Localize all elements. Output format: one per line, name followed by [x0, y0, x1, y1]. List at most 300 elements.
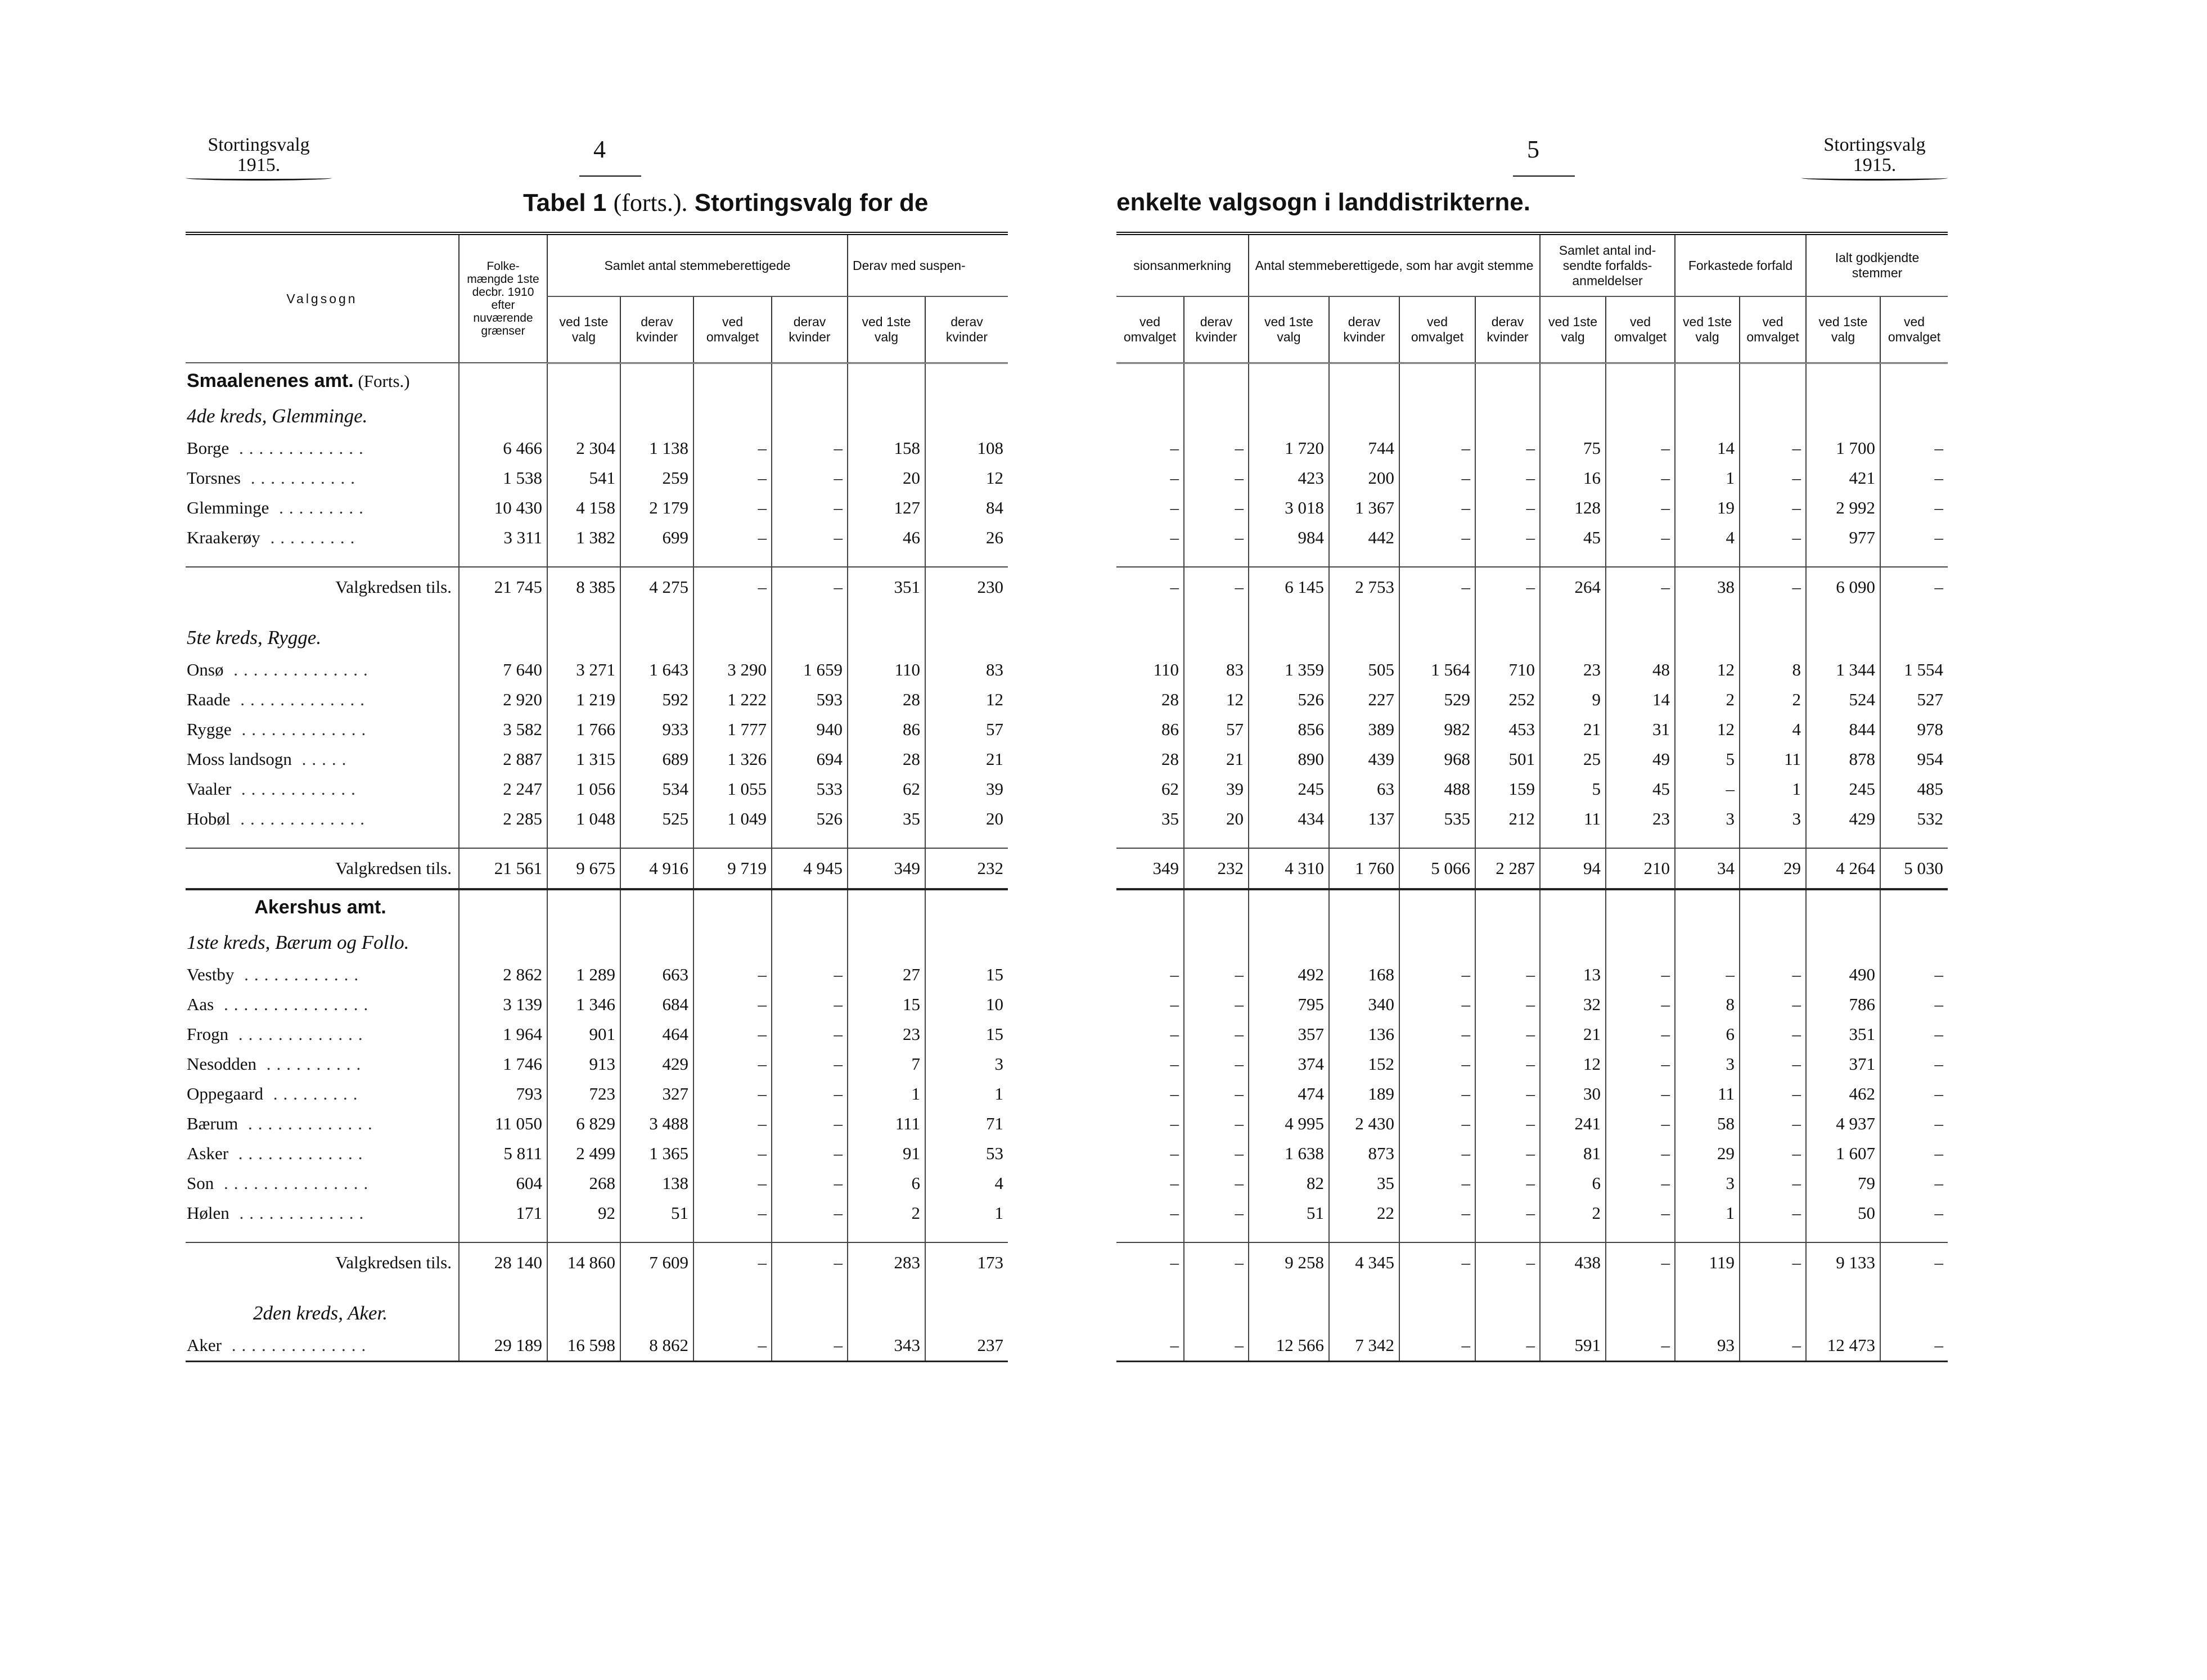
- data-cell: 1 367: [1329, 493, 1399, 523]
- row-label-text: Frogn: [187, 1024, 229, 1044]
- spacer-cell: [1184, 607, 1249, 620]
- data-cell: [1606, 925, 1675, 960]
- data-cell: 2 287: [1475, 848, 1540, 889]
- data-cell: [547, 889, 620, 925]
- title-forts: (forts.).: [613, 189, 688, 217]
- data-cell: [1249, 889, 1329, 925]
- spacer-cell: [547, 1228, 620, 1242]
- data-cell: [925, 889, 1008, 925]
- data-cell: 9 133: [1806, 1242, 1880, 1282]
- data-cell: 878: [1806, 745, 1880, 774]
- data-cell: 15: [848, 990, 925, 1020]
- data-cell: [1540, 399, 1606, 434]
- data-cell: –: [1740, 493, 1806, 523]
- data-cell: 5 066: [1399, 848, 1475, 889]
- data-cell: 1 638: [1249, 1139, 1329, 1169]
- data-cell: 45: [1540, 523, 1606, 553]
- spacer-cell: [1675, 607, 1740, 620]
- leader-dots: ..............: [221, 1335, 372, 1355]
- data-cell: –: [1184, 1169, 1249, 1199]
- data-cell: 92: [547, 1199, 620, 1228]
- data-cell: 371: [1806, 1050, 1880, 1079]
- data-cell: [459, 620, 547, 655]
- data-cell: 57: [925, 715, 1008, 745]
- data-cell: 6: [1675, 1020, 1740, 1050]
- data-cell: 34: [1675, 848, 1740, 889]
- data-cell: –: [1184, 463, 1249, 493]
- data-cell: [1675, 889, 1740, 925]
- data-cell: [1880, 1296, 1948, 1331]
- data-cell: [1675, 620, 1740, 655]
- data-cell: 159: [1475, 774, 1540, 804]
- data-cell: 2: [848, 1199, 925, 1228]
- data-cell: [1475, 889, 1540, 925]
- spacer-cell: [1606, 834, 1675, 848]
- spacer-cell: [1806, 607, 1880, 620]
- header-suspen-ved-1ste-valg: ved 1ste valg: [848, 296, 925, 363]
- data-cell: 171: [459, 1199, 547, 1228]
- data-cell: –: [693, 1242, 772, 1282]
- data-cell: 138: [620, 1169, 693, 1199]
- data-cell: –: [1170, 1084, 1179, 1104]
- data-cell: –: [772, 1169, 848, 1199]
- data-cell: [1249, 620, 1329, 655]
- data-cell: –: [1399, 434, 1475, 463]
- data-cell: –: [1399, 1331, 1475, 1362]
- leader-dots: ...............: [214, 1173, 374, 1193]
- data-cell: [1806, 399, 1880, 434]
- data-cell: 1: [1675, 463, 1740, 493]
- data-cell: –: [693, 493, 772, 523]
- right-table: [1116, 232, 1948, 1362]
- leader-dots: .............: [229, 438, 369, 458]
- data-cell: 111: [848, 1109, 925, 1139]
- table-row: [186, 434, 1008, 463]
- data-cell: 5: [1540, 774, 1606, 804]
- spacer-cell: [620, 607, 693, 620]
- data-cell: 1 315: [547, 745, 620, 774]
- data-cell: [1329, 925, 1399, 960]
- data-cell: [620, 925, 693, 960]
- header-r-avgit-kvinder: derav kvinder: [1329, 296, 1399, 363]
- data-cell: 20: [848, 463, 925, 493]
- table-row: [1116, 463, 1948, 493]
- data-cell: 1 760: [1329, 848, 1399, 889]
- data-cell: 11: [1675, 1079, 1740, 1109]
- data-cell: 3 488: [620, 1109, 693, 1139]
- data-cell: 901: [547, 1020, 620, 1050]
- data-cell: 8 385: [547, 567, 620, 607]
- data-cell: [459, 889, 547, 925]
- right-table-body: [1116, 363, 1948, 1361]
- table-row: [186, 1050, 1008, 1079]
- spacer-cell: [848, 1282, 925, 1296]
- row-label-text: Nesodden: [187, 1054, 256, 1074]
- data-cell: –: [1880, 1242, 1948, 1282]
- data-cell: –: [1116, 1242, 1184, 1282]
- data-cell: –: [1399, 960, 1475, 990]
- row-label: [186, 1296, 459, 1331]
- data-cell: 28: [848, 685, 925, 715]
- data-cell: 3: [1675, 804, 1740, 834]
- data-cell: 21 561: [459, 848, 547, 889]
- data-cell: 1 554: [1880, 655, 1948, 685]
- data-cell: 237: [925, 1331, 1008, 1362]
- data-cell: [459, 399, 547, 434]
- spacer-cell: [1249, 834, 1329, 848]
- data-cell: –: [1606, 567, 1675, 607]
- data-cell: [1606, 620, 1675, 655]
- data-cell: [1399, 889, 1475, 925]
- row-label: [186, 804, 459, 834]
- data-cell: 119: [1675, 1242, 1740, 1282]
- data-cell: 793: [459, 1079, 547, 1109]
- data-cell: –: [1606, 1199, 1675, 1228]
- table-row: [1116, 434, 1948, 463]
- data-cell: 4 264: [1806, 848, 1880, 889]
- data-cell: 12: [1540, 1050, 1606, 1079]
- data-cell: –: [693, 1139, 772, 1169]
- data-cell: 62: [1161, 779, 1179, 799]
- data-cell: 62: [848, 774, 925, 804]
- data-cell: –: [1606, 1169, 1675, 1199]
- spacer-cell: [925, 553, 1008, 567]
- data-cell: –: [1399, 1050, 1475, 1079]
- spacer-cell: [547, 553, 620, 567]
- data-cell: 21 745: [459, 567, 547, 607]
- data-cell: [1249, 399, 1329, 434]
- row-label: [186, 1242, 459, 1282]
- data-cell: –: [1606, 1050, 1675, 1079]
- running-head-line-1: Stortingsvalg: [208, 134, 310, 155]
- data-cell: 1 344: [1806, 655, 1880, 685]
- row-label: [186, 1020, 459, 1050]
- data-cell: [1806, 363, 1880, 399]
- data-cell: 39: [1184, 774, 1249, 804]
- row-label: [186, 685, 459, 715]
- data-cell: 1: [848, 1079, 925, 1109]
- left-table: [186, 232, 1008, 1362]
- data-cell: –: [1606, 990, 1675, 1020]
- data-cell: 7 640: [459, 655, 547, 685]
- data-cell: 94: [1540, 848, 1606, 889]
- data-cell: 526: [1249, 685, 1329, 715]
- data-cell: [1806, 1296, 1880, 1331]
- data-cell: [1184, 363, 1249, 399]
- data-cell: –: [1740, 1050, 1806, 1079]
- data-cell: –: [1184, 1020, 1249, 1050]
- spacer-cell: [1675, 834, 1740, 848]
- data-cell: 45: [1606, 774, 1675, 804]
- row-label-text: 4de kreds, Glemminge.: [187, 404, 368, 427]
- data-cell: 19: [1675, 493, 1740, 523]
- data-cell: 4 937: [1806, 1109, 1880, 1139]
- data-cell: 51: [1249, 1199, 1329, 1228]
- row-label-text: Moss landsogn: [187, 749, 292, 769]
- data-cell: 6 145: [1249, 567, 1329, 607]
- data-cell: 533: [772, 774, 848, 804]
- data-cell: –: [1116, 1331, 1184, 1362]
- data-cell: –: [1606, 523, 1675, 553]
- data-cell: –: [772, 567, 848, 607]
- data-cell: [848, 889, 925, 925]
- data-cell: –: [1740, 1139, 1806, 1169]
- data-cell: 3: [1740, 804, 1806, 834]
- table-row: [1116, 399, 1948, 434]
- data-cell: 429: [1806, 804, 1880, 834]
- data-cell: 2 753: [1329, 567, 1399, 607]
- data-cell: –: [1475, 1050, 1540, 1079]
- data-cell: 15: [925, 960, 1008, 990]
- data-cell: –: [693, 1079, 772, 1109]
- data-cell: –: [693, 1050, 772, 1079]
- data-cell: 212: [1475, 804, 1540, 834]
- data-cell: 1 564: [1399, 655, 1475, 685]
- data-cell: 1 219: [547, 685, 620, 715]
- data-cell: 48: [1606, 655, 1675, 685]
- data-cell: –: [1740, 960, 1806, 990]
- spacer-cell: [459, 834, 547, 848]
- data-cell: 4 310: [1249, 848, 1329, 889]
- data-cell: 2 247: [459, 774, 547, 804]
- data-cell: –: [1475, 1020, 1540, 1050]
- data-cell: –: [1880, 1050, 1948, 1079]
- spacer-cell: [1399, 553, 1475, 567]
- spacer-cell: [1475, 834, 1540, 848]
- data-cell: 2 992: [1806, 493, 1880, 523]
- data-cell: –: [1475, 1242, 1540, 1282]
- data-cell: –: [1475, 960, 1540, 990]
- table-row: [186, 567, 1008, 607]
- data-cell: –: [1606, 1242, 1675, 1282]
- data-cell: 268: [547, 1169, 620, 1199]
- header-r-avgit-1ste: ved 1ste valg: [1249, 296, 1329, 363]
- data-cell: 50: [1806, 1199, 1880, 1228]
- data-cell: [1540, 1296, 1606, 1331]
- data-cell: [1399, 1296, 1475, 1331]
- data-cell: [1116, 363, 1184, 399]
- data-cell: 82: [1249, 1169, 1329, 1199]
- data-cell: [1329, 889, 1399, 925]
- data-cell: [1806, 889, 1880, 925]
- data-cell: 485: [1880, 774, 1948, 804]
- data-cell: 9 675: [547, 848, 620, 889]
- row-label-text: Asker: [187, 1143, 229, 1163]
- data-cell: [1606, 363, 1675, 399]
- table-row: [186, 774, 1008, 804]
- data-cell: 245: [1806, 774, 1880, 804]
- data-cell: –: [1606, 1109, 1675, 1139]
- table-row: [1116, 1296, 1948, 1331]
- data-cell: 3 271: [547, 655, 620, 685]
- spacer-cell: [1540, 834, 1606, 848]
- data-cell: 84: [925, 493, 1008, 523]
- data-cell: [1880, 925, 1948, 960]
- spacer-cell: [1116, 607, 1184, 620]
- table-row: [1116, 990, 1948, 1020]
- data-cell: 1 056: [547, 774, 620, 804]
- data-cell: [620, 363, 693, 399]
- row-label-text: Aker: [187, 1335, 222, 1355]
- data-cell: [1540, 889, 1606, 925]
- data-cell: [547, 1296, 620, 1331]
- table-row: [1116, 493, 1948, 523]
- data-cell: 20: [925, 804, 1008, 834]
- data-cell: [848, 363, 925, 399]
- data-cell: 57: [1184, 715, 1249, 745]
- data-cell: 189: [1329, 1079, 1399, 1109]
- data-cell: 6: [848, 1169, 925, 1199]
- table-row: [186, 715, 1008, 745]
- page-number-left: 4: [593, 136, 606, 163]
- data-cell: 49: [1606, 745, 1675, 774]
- data-cell: 63: [1329, 774, 1399, 804]
- data-cell: [459, 925, 547, 960]
- data-cell: –: [1880, 1331, 1948, 1362]
- data-cell: 464: [620, 1020, 693, 1050]
- row-label: [186, 990, 459, 1020]
- data-cell: –: [1675, 774, 1740, 804]
- spacer-cell: [1880, 1282, 1948, 1296]
- data-cell: 1 138: [620, 434, 693, 463]
- data-cell: 252: [1475, 685, 1540, 715]
- spacer-cell: [848, 607, 925, 620]
- data-cell: [1399, 620, 1475, 655]
- header-r-forfald-1ste: ved 1ste valg: [1540, 296, 1606, 363]
- data-cell: –: [1740, 1020, 1806, 1050]
- data-cell: 108: [925, 434, 1008, 463]
- spacer-row: [186, 834, 1008, 848]
- data-cell: 12: [1675, 655, 1740, 685]
- row-label: [186, 523, 459, 553]
- leader-dots: .............: [238, 1114, 378, 1133]
- table-row: [186, 363, 1008, 399]
- data-cell: [1675, 363, 1740, 399]
- data-cell: [1116, 399, 1184, 434]
- data-cell: 51: [620, 1199, 693, 1228]
- spacer-cell: [1329, 834, 1399, 848]
- header-r-ved-omvalget: ved omvalget: [1116, 296, 1184, 363]
- data-cell: 351: [848, 567, 925, 607]
- data-cell: 6: [1540, 1169, 1606, 1199]
- data-cell: –: [1184, 523, 1249, 553]
- data-cell: 35: [848, 804, 925, 834]
- row-label: [186, 1079, 459, 1109]
- data-cell: [772, 399, 848, 434]
- data-cell: 1 382: [547, 523, 620, 553]
- row-label: [186, 1169, 459, 1199]
- data-cell: 39: [925, 774, 1008, 804]
- header-ved-omvalget: ved omvalget: [693, 296, 772, 363]
- data-cell: 12 473: [1806, 1331, 1880, 1362]
- spacer-cell: [186, 1228, 459, 1242]
- data-cell: 527: [1880, 685, 1948, 715]
- data-cell: 505: [1329, 655, 1399, 685]
- data-cell: –: [772, 990, 848, 1020]
- data-cell: 474: [1249, 1079, 1329, 1109]
- spacer-row: [1116, 553, 1948, 567]
- data-cell: –: [1740, 567, 1806, 607]
- data-cell: 259: [620, 463, 693, 493]
- table-row: [186, 1331, 1008, 1362]
- data-cell: –: [1740, 1331, 1806, 1362]
- leader-dots: ...........: [240, 468, 361, 488]
- data-cell: [1475, 620, 1540, 655]
- row-label: [186, 434, 459, 463]
- row-label: [186, 463, 459, 493]
- data-cell: –: [1399, 1242, 1475, 1282]
- data-cell: [693, 1296, 772, 1331]
- spacer-cell: [1806, 553, 1880, 567]
- data-cell: –: [1740, 1169, 1806, 1199]
- table-row: [186, 399, 1008, 434]
- data-cell: 152: [1329, 1050, 1399, 1079]
- data-cell: [1475, 363, 1540, 399]
- data-cell: [1606, 889, 1675, 925]
- header-r-derav-kvinder: derav kvinder: [1184, 296, 1249, 363]
- data-cell: 1 222: [693, 685, 772, 715]
- data-cell: 5 030: [1880, 848, 1948, 889]
- data-cell: 684: [620, 990, 693, 1020]
- data-cell: –: [1475, 523, 1540, 553]
- data-cell: 389: [1329, 715, 1399, 745]
- header-ved-1ste-valg: ved 1ste valg: [547, 296, 620, 363]
- table-row: [186, 960, 1008, 990]
- row-label: [186, 493, 459, 523]
- spacer-row: [1116, 1282, 1948, 1296]
- data-cell: 2 887: [459, 745, 547, 774]
- spacer-cell: [925, 607, 1008, 620]
- spacer-cell: [186, 834, 459, 848]
- table-row: [186, 1109, 1008, 1139]
- spacer-row: [186, 607, 1008, 620]
- header-antal-avgit: Antal stemmeberettigede, som har avgit stemme: [1249, 233, 1540, 296]
- data-cell: 227: [1329, 685, 1399, 715]
- data-cell: 591: [1540, 1331, 1606, 1362]
- table-row: [1116, 925, 1948, 960]
- data-cell: –: [1475, 1139, 1540, 1169]
- spacer-cell: [620, 1282, 693, 1296]
- row-label-text: Glemminge: [187, 498, 269, 517]
- data-cell: 38: [1675, 567, 1740, 607]
- data-cell: 264: [1540, 567, 1606, 607]
- data-cell: 137: [1329, 804, 1399, 834]
- data-cell: 3 290: [693, 655, 772, 685]
- data-cell: [1880, 399, 1948, 434]
- spacer-cell: [1880, 553, 1948, 567]
- header-derav-kvinder-omvalg: derav kvinder: [772, 296, 848, 363]
- header-r-forkastede-1ste: ved 1ste valg: [1675, 296, 1740, 363]
- data-cell: 46: [848, 523, 925, 553]
- spacer-cell: [1606, 607, 1675, 620]
- data-cell: –: [1740, 1109, 1806, 1139]
- data-cell: [459, 363, 547, 399]
- table-row: [186, 685, 1008, 715]
- row-label-text: Raade: [187, 690, 231, 709]
- data-cell: –: [1606, 1139, 1675, 1169]
- spacer-cell: [1249, 553, 1329, 567]
- data-cell: [925, 363, 1008, 399]
- data-cell: [772, 889, 848, 925]
- spacer-cell: [1606, 553, 1675, 567]
- row-label: [186, 1199, 459, 1228]
- data-cell: –: [1475, 463, 1540, 493]
- page-number-rule: [579, 175, 641, 177]
- page-number-rule-right: [1513, 175, 1575, 177]
- table-row: [1116, 567, 1948, 607]
- data-cell: [693, 620, 772, 655]
- data-cell: [1740, 620, 1806, 655]
